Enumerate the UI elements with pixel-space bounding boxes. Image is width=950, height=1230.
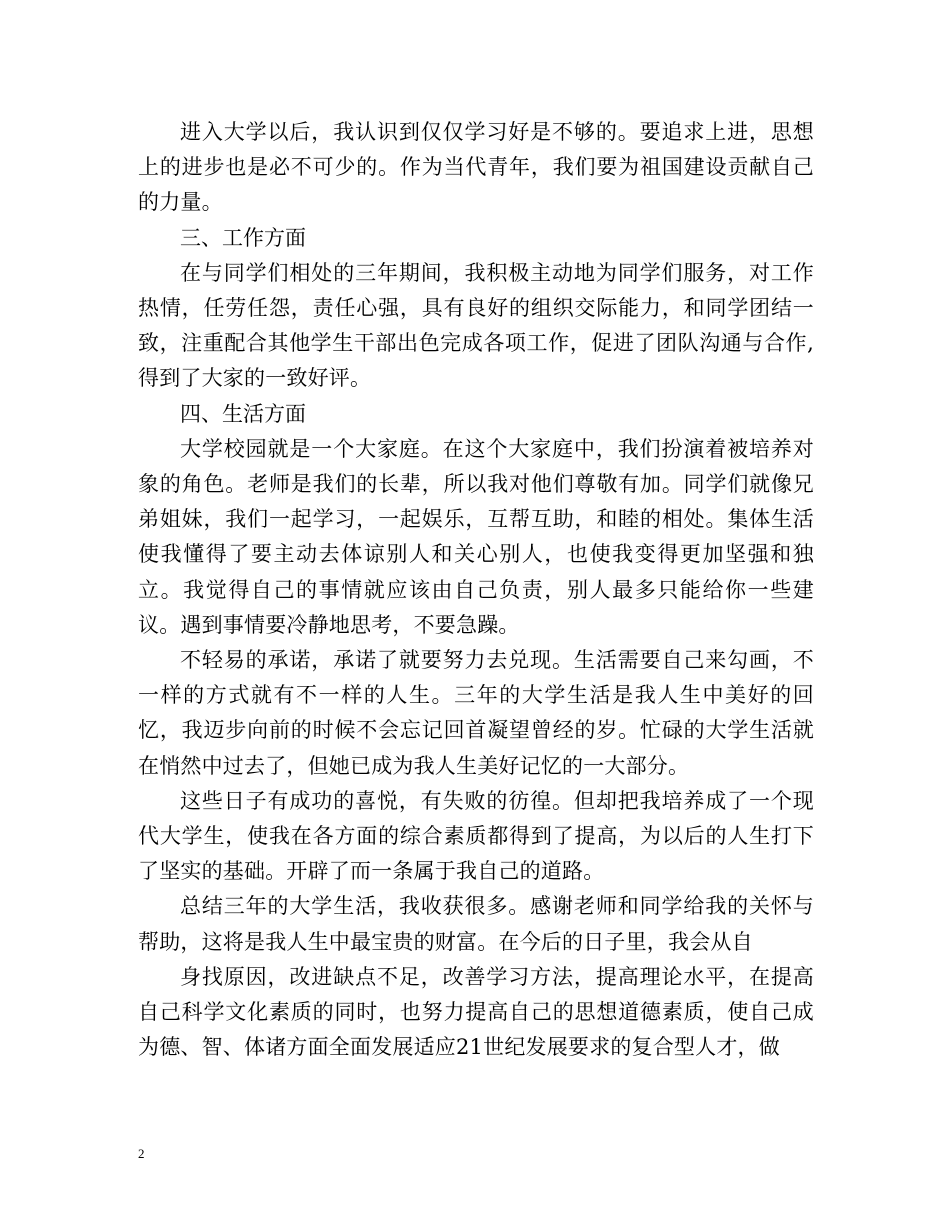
paragraph-life-days: 这些日子有成功的喜悦，有失败的彷徨。但却把我培养成了一个现代大学生，使我在各方面的综合素质都得到了提高，为以后的人生打下了坚实的基础。开辟了而一条属于我自己的道路。 xyxy=(138,788,814,884)
document-body xyxy=(138,115,814,1065)
heading-life: 四、生活方面 xyxy=(180,401,306,426)
paragraph-life-family: 大学校园就是一个大家庭。在这个大家庭中，我们扮演着被培养对象的角色。老师是我们的长辈，所以我对他们尊敬有加。同学们就像兄弟姐妹，我们一起学习，一起娱乐，互帮互助，和睦的相处。集体生活使我懂得了要主动去体谅别人和关心别人，也使我变得更加坚强和独立。我觉得自己的事情就应该由自己负责，别人最多只能给你一些建议。遇到事情要冷静地思考，不要急躁。 xyxy=(138,436,814,637)
paragraph-work: 在与同学们相处的三年期间，我积极主动地为同学们服务，对工作热情，任劳任怨，责任心强，具有良好的组织交际能力，和同学团结一致，注重配合其他学生干部出色完成各项工作，促进了团队沟通与合作,得到了大家的一致好评。 xyxy=(138,260,814,391)
heading-work: 三、工作方面 xyxy=(180,225,306,250)
paragraph-summary: 总结三年的大学生活，我收获很多。感谢老师和同学给我的关怀与帮助，这将是我人生中最宝贵的财富。在今后的日子里，我会从自 xyxy=(138,894,814,954)
paragraph-future: 身找原因，改进缺点不足，改善学习方法，提高理论水平，在提高自己科学文化素质的同时，也努力提高自己的思想道德素质，使自己成为德、智、体诸方面全面发展适应21世纪发展要求的复合型人才，做 xyxy=(138,964,814,1060)
paragraph-life-promise: 不轻易的承诺，承诺了就要努力去兑现。生活需要自己来勾画，不一样的方式就有不一样的人生。三年的大学生活是我人生中美好的回忆，我迈步向前的时候不会忘记回首凝望曾经的岁。忙碌的大学生活就在悄然中过去了，但她已成为我人生美好记忆的一大部分。 xyxy=(138,648,814,778)
page-number: 2 xyxy=(138,1146,145,1161)
paragraph-progress: 进入大学以后，我认识到仅仅学习好是不够的。要追求上进，思想上的进步也是必不可少的。作为当代青年，我们要为祖国建设贡献自己的力量。 xyxy=(138,120,814,215)
